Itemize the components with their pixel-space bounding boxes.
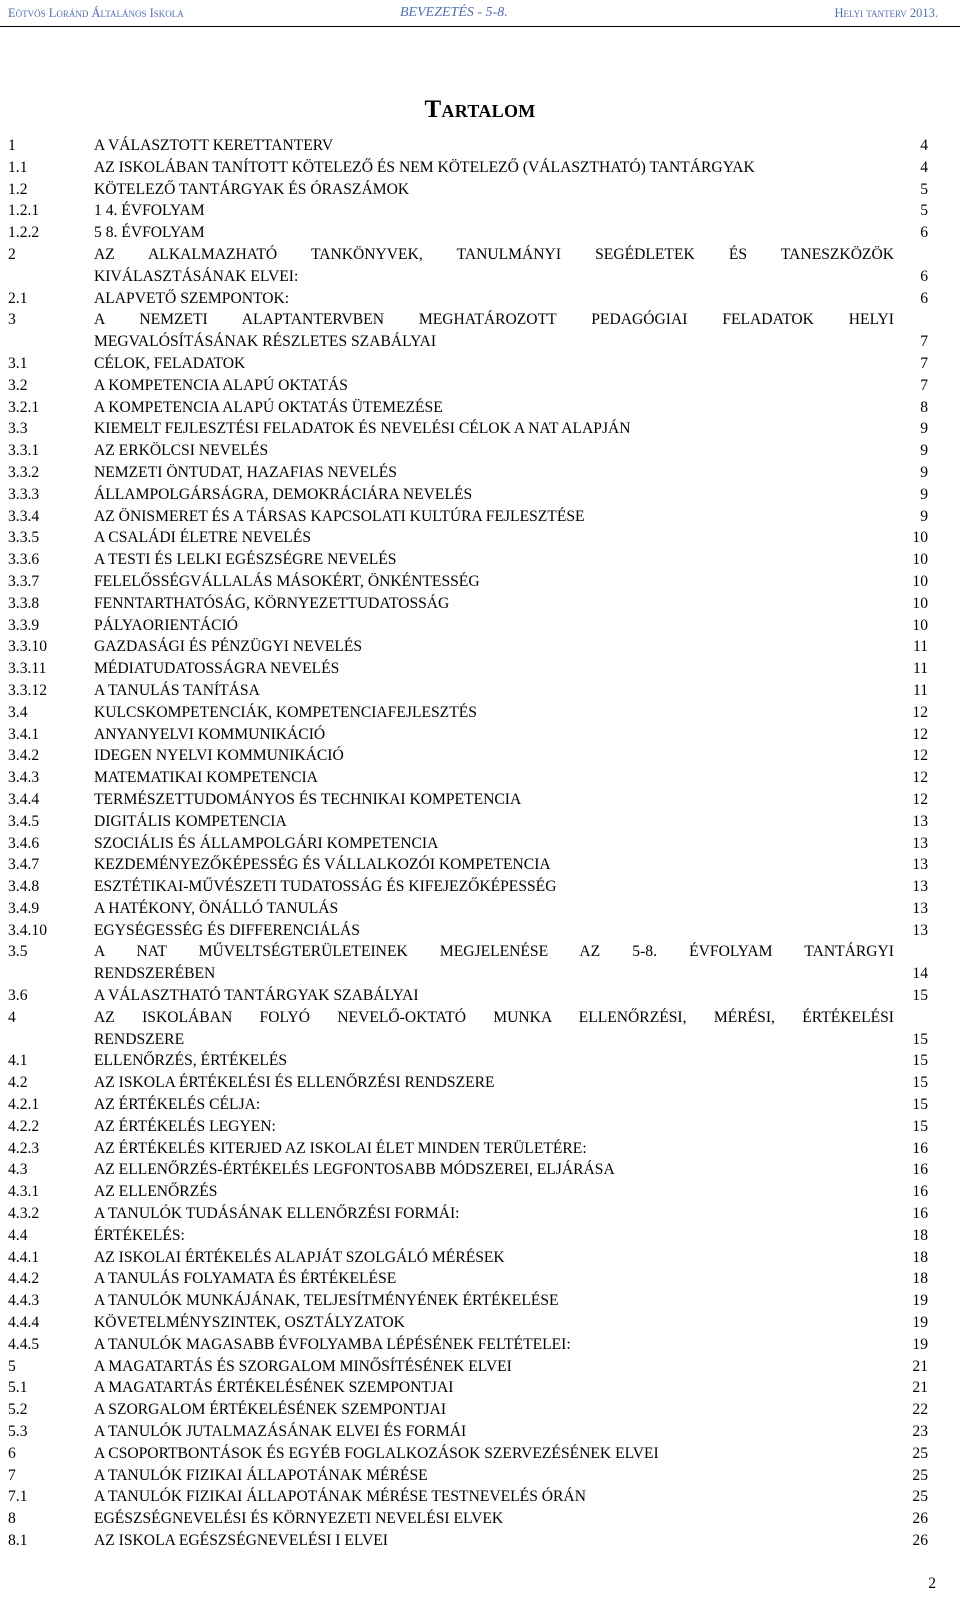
toc-entry[interactable] <box>8 1443 928 1465</box>
toc-entry[interactable] <box>8 1530 928 1552</box>
toc-entry[interactable] <box>8 1225 928 1247</box>
toc-entry-title: NEMZETI ÖNTUDAT, HAZAFIAS NEVELÉS <box>94 463 397 481</box>
toc-entry[interactable] <box>8 1377 928 1399</box>
toc-entry-title: DIGITÁLIS KOMPETENCIA <box>94 812 287 830</box>
toc-entry-number: 5.1 <box>8 1379 28 1397</box>
toc-entry-page-number: 15 <box>912 1096 928 1114</box>
toc-entry-page-number: 4 <box>920 158 928 176</box>
toc-entry-title: A VÁLASZTHATÓ TANTÁRGYAK SZABÁLYAI <box>94 987 419 1005</box>
toc-entry-number: 3.5 <box>8 943 28 961</box>
toc-entry[interactable] <box>8 484 928 506</box>
toc-entry-number: 3.4.3 <box>8 769 40 787</box>
toc-entry-number: 3.3.12 <box>8 681 47 699</box>
toc-entry[interactable] <box>8 1356 928 1378</box>
toc-entry[interactable] <box>8 1181 928 1203</box>
toc-entry-number: 5 <box>8 1357 16 1375</box>
toc-entry-title: AZ ÖNISMERET ÉS A TÁRSAS KAPCSOLATI KULTÚRA FEJLESZTÉSE <box>94 507 585 525</box>
toc-entry-number: 3.4.10 <box>8 921 47 939</box>
toc-entry-number: 4.4.1 <box>8 1248 40 1266</box>
toc-entry-page-number: 12 <box>912 769 928 787</box>
toc-entry-number: 3.3.7 <box>8 572 40 590</box>
toc-entry-number: 3.4.7 <box>8 856 40 874</box>
toc-entry-number: 3.3 <box>8 420 28 438</box>
toc-entry-page-number: 13 <box>912 899 928 917</box>
toc-entry[interactable] <box>8 1072 928 1094</box>
toc-entry-page-number: 12 <box>912 703 928 721</box>
toc-entry[interactable] <box>8 1486 928 1508</box>
toc-entry-page-number: 10 <box>912 594 928 612</box>
toc-entry-number: 4.4 <box>8 1226 28 1244</box>
toc-entry-title: 5 8. ÉVFOLYAM <box>94 224 205 242</box>
toc-entry-page-number: 25 <box>912 1466 928 1484</box>
toc-entry[interactable] <box>8 397 928 419</box>
toc-entry[interactable] <box>8 418 928 440</box>
toc-entry-number: 4.3 <box>8 1161 28 1179</box>
toc-entry[interactable] <box>8 1247 928 1269</box>
toc-entry-title: A TANULÁS TANÍTÁSA <box>94 681 260 699</box>
toc-entry-title-line: A NEMZETI ALAPTANTERVBEN MEGHATÁROZOTT PEDAGÓGIAI FELADATOK HELYI <box>94 311 894 329</box>
toc-entry-page-number: 9 <box>920 442 928 460</box>
toc-entry-page-number: 13 <box>912 834 928 852</box>
toc-entry[interactable] <box>8 179 928 201</box>
toc-entry-title: ALAPVETŐ SZEMPONTOK: <box>94 289 290 307</box>
toc-entry-page-number: 10 <box>912 572 928 590</box>
toc-entry[interactable] <box>8 1159 928 1181</box>
toc-entry-title: 1 4. ÉVFOLYAM <box>94 202 205 220</box>
toc-entry-page-number: 22 <box>912 1401 928 1419</box>
toc-entry-number: 1.2.1 <box>8 202 40 220</box>
toc-entry-page-number: 8 <box>920 398 928 416</box>
table-of-contents <box>8 135 928 1552</box>
toc-entry-number: 4.3.2 <box>8 1205 40 1223</box>
toc-entry[interactable] <box>8 288 928 310</box>
toc-entry-title: ELLENŐRZÉS, ÉRTÉKELÉS <box>94 1052 288 1070</box>
toc-entry-title: AZ ÉRTÉKELÉS CÉLJA: <box>94 1096 261 1114</box>
toc-entry-page-number: 16 <box>912 1205 928 1223</box>
toc-entry[interactable] <box>8 941 928 985</box>
toc-entry-title: A KOMPETENCIA ALAPÚ OKTATÁS ÜTEMEZÉSE <box>94 398 443 416</box>
running-header <box>0 0 960 27</box>
toc-entry-page-number: 9 <box>920 420 928 438</box>
toc-entry[interactable] <box>8 985 928 1007</box>
toc-entry-title: AZ ISKOLA ÉRTÉKELÉSI ÉS ELLENŐRZÉSI RENDSZERE <box>94 1074 495 1092</box>
toc-entry-number: 3.3.5 <box>8 529 40 547</box>
toc-entry[interactable] <box>8 1290 928 1312</box>
toc-entry-page-number: 13 <box>912 921 928 939</box>
toc-entry-page-number: 25 <box>912 1444 928 1462</box>
toc-entry-title-line: KIVÁLASZTÁSÁNAK ELVEI: <box>94 267 299 285</box>
toc-entry[interactable] <box>8 745 928 767</box>
toc-entry-title: AZ ELLENŐRZÉS <box>94 1183 218 1201</box>
toc-entry-title: GAZDASÁGI ÉS PÉNZÜGYI NEVELÉS <box>94 638 363 656</box>
toc-entry[interactable] <box>8 1094 928 1116</box>
toc-entry[interactable] <box>8 222 928 244</box>
toc-entry-title: MÉDIATUDATOSSÁGRA NEVELÉS <box>94 660 340 678</box>
toc-entry-title: AZ ISKOLÁBAN TANÍTOTT KÖTELEZŐ ÉS NEM KÖTELEZŐ (VÁLASZTHATÓ) TANTÁRGYAK <box>94 158 755 176</box>
toc-entry-page-number: 9 <box>920 463 928 481</box>
toc-entry-title: KÖTELEZŐ TANTÁRGYAK ÉS ÓRASZÁMOK <box>94 180 410 198</box>
toc-entry-page-number: 11 <box>912 681 928 699</box>
toc-entry-title: AZ ERKÖLCSI NEVELÉS <box>94 442 269 460</box>
toc-entry-number: 3.4.9 <box>8 899 40 917</box>
toc-entry-page-number: 23 <box>912 1423 928 1441</box>
toc-entry[interactable] <box>8 920 928 942</box>
toc-entry-title: CÉLOK, FELADATOK <box>94 354 246 372</box>
toc-entry-title: A TESTI ÉS LELKI EGÉSZSÉGRE NEVELÉS <box>94 551 397 569</box>
toc-entry-page-number: 4 <box>920 137 928 154</box>
toc-entry-page-number: 16 <box>912 1139 928 1157</box>
page-number: 2 <box>928 1575 936 1592</box>
toc-entry-number: 5.2 <box>8 1401 28 1419</box>
toc-entry[interactable] <box>8 440 928 462</box>
toc-entry-title: FENNTARTHATÓSÁG, KÖRNYEZETTUDATOSSÁG <box>94 594 450 612</box>
toc-entry[interactable] <box>8 702 928 724</box>
toc-entry-title: ANYANYELVI KOMMUNIKÁCIÓ <box>94 725 326 743</box>
toc-entry[interactable] <box>8 157 928 179</box>
toc-entry[interactable] <box>8 680 928 702</box>
toc-entry-number: 4.2.3 <box>8 1139 40 1157</box>
toc-entry[interactable] <box>8 244 928 288</box>
toc-entry-page-number: 11 <box>912 660 928 678</box>
toc-entry-title: KULCSKOMPETENCIÁK, KOMPETENCIAFEJLESZTÉS <box>94 703 477 721</box>
toc-entry-title-line: A NAT MŰVELTSÉGTERÜLETEINEK MEGJELENÉSE AZ 5-8. ÉVFOLYAM TANTÁRGYI <box>94 943 894 961</box>
toc-entry-title: A TANULÓK FIZIKAI ÁLLAPOTÁNAK MÉRÉSE TESTNEVELÉS ÓRÁN <box>94 1488 586 1506</box>
toc-entry[interactable] <box>8 724 928 746</box>
toc-entry-page-number: 15 <box>912 987 928 1005</box>
toc-entry-title: A TANULÓK MAGASABB ÉVFOLYAMBA LÉPÉSÉNEK FELTÉTELEI: <box>94 1335 571 1353</box>
toc-entry-title-line: RENDSZERÉBEN <box>94 965 216 983</box>
toc-entry[interactable] <box>8 767 928 789</box>
toc-entry-page-number: 19 <box>912 1314 928 1332</box>
toc-entry[interactable] <box>8 636 928 658</box>
toc-entry-title: A TANULÓK JUTALMAZÁSÁNAK ELVEI ÉS FORMÁI <box>94 1423 467 1441</box>
toc-entry-page-number: 9 <box>920 485 928 503</box>
toc-entry-title: A CSOPORTBONTÁSOK ÉS EGYÉB FOGLALKOZÁSOK SZERVEZÉSÉNEK ELVEI <box>94 1444 659 1462</box>
toc-entry-title: AZ ISKOLAI ÉRTÉKELÉS ALAPJÁT SZOLGÁLÓ MÉRÉSEK <box>94 1248 505 1266</box>
toc-entry[interactable] <box>8 1138 928 1160</box>
toc-entry-title: A CSALÁDI ÉLETRE NEVELÉS <box>94 529 311 547</box>
toc-entry[interactable] <box>8 1312 928 1334</box>
toc-entry-number: 3 <box>8 311 16 329</box>
toc-entry[interactable] <box>8 1334 928 1356</box>
toc-entry-page-number: 6 <box>920 289 928 307</box>
toc-entry[interactable] <box>8 353 928 375</box>
toc-entry[interactable] <box>8 1508 928 1530</box>
toc-entry-number: 3.4.6 <box>8 834 40 852</box>
toc-entry-number: 3.4.4 <box>8 790 40 808</box>
toc-entry[interactable] <box>8 135 928 157</box>
toc-entry[interactable] <box>8 1399 928 1421</box>
toc-entry-page-number: 13 <box>912 856 928 874</box>
toc-entry-page-number: 16 <box>912 1183 928 1201</box>
toc-entry-page-number: 15 <box>912 1117 928 1135</box>
header-school-name: Eötvös Loránd Általános Iskola <box>8 6 184 20</box>
toc-entry-number: 1.2.2 <box>8 224 40 242</box>
toc-entry-number: 3.2.1 <box>8 398 40 416</box>
toc-entry-title <box>94 309 894 353</box>
toc-entry-page-number: 18 <box>912 1270 928 1288</box>
toc-entry-title <box>94 244 894 288</box>
toc-entry-title: KEZDEMÉNYEZŐKÉPESSÉG ÉS VÁLLALKOZÓI KOMPETENCIA <box>94 856 551 874</box>
toc-entry-page-number: 10 <box>912 551 928 569</box>
toc-entry-page-number: 12 <box>912 790 928 808</box>
toc-entry-title: A TANULÓK MUNKÁJÁNAK, TELJESÍTMÉNYÉNEK ÉRTÉKELÉSE <box>94 1292 559 1310</box>
toc-entry-title: A VÁLASZTOTT KERETTANTERV <box>94 137 334 154</box>
toc-entry-page-number: 9 <box>920 507 928 525</box>
toc-entry-number: 3.3.4 <box>8 507 40 525</box>
toc-entry[interactable] <box>8 1465 928 1487</box>
toc-entry-number: 5.3 <box>8 1423 28 1441</box>
toc-entry-page-number: 10 <box>912 529 928 547</box>
toc-entry-title: KIEMELT FEJLESZTÉSI FELADATOK ÉS NEVELÉSI CÉLOK A NAT ALAPJÁN <box>94 420 631 438</box>
toc-entry-page-number: 7 <box>920 376 928 394</box>
toc-entry-page-number: 6 <box>920 267 928 285</box>
toc-entry-number: 3.3.11 <box>8 660 47 678</box>
toc-entry-number: 1.1 <box>8 158 28 176</box>
toc-entry-page-number: 21 <box>912 1379 928 1397</box>
toc-entry-number: 3.3.8 <box>8 594 40 612</box>
toc-entry-number: 3.4.2 <box>8 747 40 765</box>
toc-entry[interactable] <box>8 1268 928 1290</box>
toc-entry[interactable] <box>8 615 928 637</box>
toc-entry-number: 4.4.2 <box>8 1270 40 1288</box>
toc-entry-title: A TANULÓK TUDÁSÁNAK ELLENŐRZÉSI FORMÁI: <box>94 1205 460 1223</box>
toc-entry-title <box>94 941 894 985</box>
toc-entry-number: 6 <box>8 1444 16 1462</box>
header-document-title: Helyi tanterv 2013. <box>834 6 938 20</box>
toc-entry-number: 7 <box>8 1466 16 1484</box>
toc-entry-page-number: 15 <box>912 1074 928 1092</box>
toc-entry-number: 3.4.8 <box>8 878 40 896</box>
toc-entry-page-number: 7 <box>920 354 928 372</box>
toc-entry-page-number: 16 <box>912 1161 928 1179</box>
toc-entry-title: PÁLYAORIENTÁCIÓ <box>94 616 238 634</box>
toc-entry-title <box>94 1007 894 1051</box>
toc-entry-page-number: 18 <box>912 1248 928 1266</box>
toc-entry-page-number: 12 <box>912 747 928 765</box>
toc-entry[interactable] <box>8 375 928 397</box>
toc-entry-title: SZOCIÁLIS ÉS ÁLLAMPOLGÁRI KOMPETENCIA <box>94 834 439 852</box>
toc-entry-page-number: 15 <box>912 1030 928 1048</box>
toc-entry-number: 4.4.3 <box>8 1292 40 1310</box>
toc-entry[interactable] <box>8 1203 928 1225</box>
toc-entry[interactable] <box>8 549 928 571</box>
toc-entry-title: ÁLLAMPOLGÁRSÁGRA, DEMOKRÁCIÁRA NEVELÉS <box>94 485 473 503</box>
toc-entry[interactable] <box>8 658 928 680</box>
toc-entry-title: AZ ÉRTÉKELÉS LEGYEN: <box>94 1117 276 1135</box>
toc-entry-title: IDEGEN NYELVI KOMMUNIKÁCIÓ <box>94 747 344 765</box>
toc-entry-page-number: 19 <box>912 1292 928 1310</box>
toc-entry-number: 1.2 <box>8 180 28 198</box>
toc-entry-title: A TANULÁS FOLYAMATA ÉS ÉRTÉKELÉSE <box>94 1270 397 1288</box>
toc-entry-page-number: 26 <box>912 1532 928 1549</box>
toc-entry-title: A MAGATARTÁS ÉRTÉKELÉSÉNEK SZEMPONTJAI <box>94 1379 454 1397</box>
toc-entry-number: 2.1 <box>8 289 28 307</box>
toc-entry-page-number: 13 <box>912 878 928 896</box>
toc-entry[interactable] <box>8 462 928 484</box>
toc-entry-page-number: 7 <box>920 333 928 351</box>
toc-entry-title: A TANULÓK FIZIKAI ÁLLAPOTÁNAK MÉRÉSE <box>94 1466 428 1484</box>
toc-entry[interactable] <box>8 898 928 920</box>
toc-entry-page-number: 5 <box>920 202 928 220</box>
toc-entry-page-number: 10 <box>912 616 928 634</box>
page-title: Tartalom <box>424 96 536 123</box>
toc-entry-title-line: RENDSZERE <box>94 1030 185 1048</box>
toc-entry-title: AZ ISKOLA EGÉSZSÉGNEVELÉSI I ELVEI <box>94 1532 388 1549</box>
toc-entry-number: 3.4 <box>8 703 28 721</box>
toc-entry-title: AZ ELLENŐRZÉS-ÉRTÉKELÉS LEGFONTOSABB MÓDSZEREI, ELJÁRÁSA <box>94 1161 615 1179</box>
toc-entry-number: 3.2 <box>8 376 28 394</box>
toc-entry-number: 4.3.1 <box>8 1183 40 1201</box>
toc-entry[interactable] <box>8 1007 928 1051</box>
toc-entry-page-number: 14 <box>912 965 928 983</box>
toc-entry-number: 3.3.2 <box>8 463 40 481</box>
toc-entry-number: 3.3.3 <box>8 485 40 503</box>
toc-entry[interactable] <box>8 1421 928 1443</box>
toc-entry[interactable] <box>8 1116 928 1138</box>
toc-entry-page-number: 18 <box>912 1226 928 1244</box>
toc-entry[interactable] <box>8 789 928 811</box>
toc-entry[interactable] <box>8 527 928 549</box>
header-section-title: BEVEZETÉS - 5-8. <box>400 5 508 20</box>
toc-entry-number: 3.3.10 <box>8 638 47 656</box>
toc-entry-title: A KOMPETENCIA ALAPÚ OKTATÁS <box>94 376 348 394</box>
toc-entry-title: ÉRTÉKELÉS: <box>94 1226 185 1244</box>
toc-entry[interactable] <box>8 309 928 353</box>
toc-entry-number: 3.3.9 <box>8 616 40 634</box>
toc-entry[interactable] <box>8 811 928 833</box>
toc-entry-number: 4.2 <box>8 1074 28 1092</box>
toc-entry[interactable] <box>8 571 928 593</box>
toc-entry-number: 8.1 <box>8 1532 28 1549</box>
toc-entry-title: A MAGATARTÁS ÉS SZORGALOM MINŐSÍTÉSÉNEK ELVEI <box>94 1357 512 1375</box>
toc-entry-number: 8 <box>8 1510 16 1528</box>
toc-entry-number: 2 <box>8 245 16 263</box>
toc-entry-title-line: MEGVALÓSÍTÁSÁNAK RÉSZLETES SZABÁLYAI <box>94 333 437 351</box>
toc-entry-page-number: 11 <box>912 638 928 656</box>
toc-entry-number: 4.2.1 <box>8 1096 40 1114</box>
toc-entry[interactable] <box>8 200 928 222</box>
toc-entry[interactable] <box>8 593 928 615</box>
toc-entry-page-number: 5 <box>920 180 928 198</box>
toc-entry-number: 3.3.1 <box>8 442 40 460</box>
toc-entry-title: MATEMATIKAI KOMPETENCIA <box>94 769 318 787</box>
toc-entry-page-number: 19 <box>912 1335 928 1353</box>
toc-entry-number: 1 <box>8 137 16 154</box>
toc-entry-title: TERMÉSZETTUDOMÁNYOS ÉS TECHNIKAI KOMPETENCIA <box>94 790 522 808</box>
toc-entry-title: EGYSÉGESSÉG ÉS DIFFERENCIÁLÁS <box>94 921 360 939</box>
toc-entry[interactable] <box>8 876 928 898</box>
toc-entry-title: A SZORGALOM ÉRTÉKELÉSÉNEK SZEMPONTJAI <box>94 1401 447 1419</box>
toc-entry-number: 7.1 <box>8 1488 28 1506</box>
toc-entry-page-number: 13 <box>912 812 928 830</box>
toc-entry-number: 4.4.4 <box>8 1314 40 1332</box>
toc-entry-page-number: 12 <box>912 725 928 743</box>
toc-entry-number: 4.1 <box>8 1052 28 1070</box>
toc-entry-page-number: 26 <box>912 1510 928 1528</box>
toc-entry-number: 3.4.5 <box>8 812 40 830</box>
toc-entry-number: 3.1 <box>8 354 28 372</box>
toc-entry-page-number: 25 <box>912 1488 928 1506</box>
toc-entry-title: ESZTÉTIKAI-MŰVÉSZETI TUDATOSSÁG ÉS KIFEJEZŐKÉPESSÉG <box>94 878 557 896</box>
toc-entry-title-line: AZ ALKALMAZHATÓ TANKÖNYVEK, TANULMÁNYI SEGÉDLETEK ÉS TANESZKÖZÖK <box>94 245 894 263</box>
toc-entry-page-number: 15 <box>912 1052 928 1070</box>
toc-entry-title: KÖVETELMÉNYSZINTEK, OSZTÁLYZATOK <box>94 1314 405 1332</box>
toc-entry[interactable] <box>8 1050 928 1072</box>
toc-entry-title: A HATÉKONY, ÖNÁLLÓ TANULÁS <box>94 899 339 917</box>
toc-entry-page-number: 6 <box>920 224 928 242</box>
toc-entry-number: 3.4.1 <box>8 725 40 743</box>
toc-entry-title: FELELŐSSÉGVÁLLALÁS MÁSOKÉRT, ÖNKÉNTESSÉG <box>94 572 480 590</box>
toc-entry[interactable] <box>8 854 928 876</box>
toc-entry-number: 4.2.2 <box>8 1117 40 1135</box>
toc-entry-title: AZ ÉRTÉKELÉS KITERJED AZ ISKOLAI ÉLET MINDEN TERÜLETÉRE: <box>94 1139 587 1157</box>
toc-entry-title: EGÉSZSÉGNEVELÉSI ÉS KÖRNYEZETI NEVELÉSI ELVEK <box>94 1510 504 1528</box>
toc-entry[interactable] <box>8 506 928 528</box>
toc-entry-number: 4 <box>8 1008 16 1026</box>
toc-entry-page-number: 21 <box>912 1357 928 1375</box>
toc-entry-number: 4.4.5 <box>8 1335 40 1353</box>
toc-entry-title-line: AZ ISKOLÁBAN FOLYÓ NEVELŐ-OKTATÓ MUNKA ELLENŐRZÉSI, MÉRÉSI, ÉRTÉKELÉSI <box>94 1008 894 1026</box>
toc-entry-number: 3.3.6 <box>8 551 40 569</box>
toc-entry-number: 3.6 <box>8 987 28 1005</box>
toc-entry[interactable] <box>8 833 928 855</box>
